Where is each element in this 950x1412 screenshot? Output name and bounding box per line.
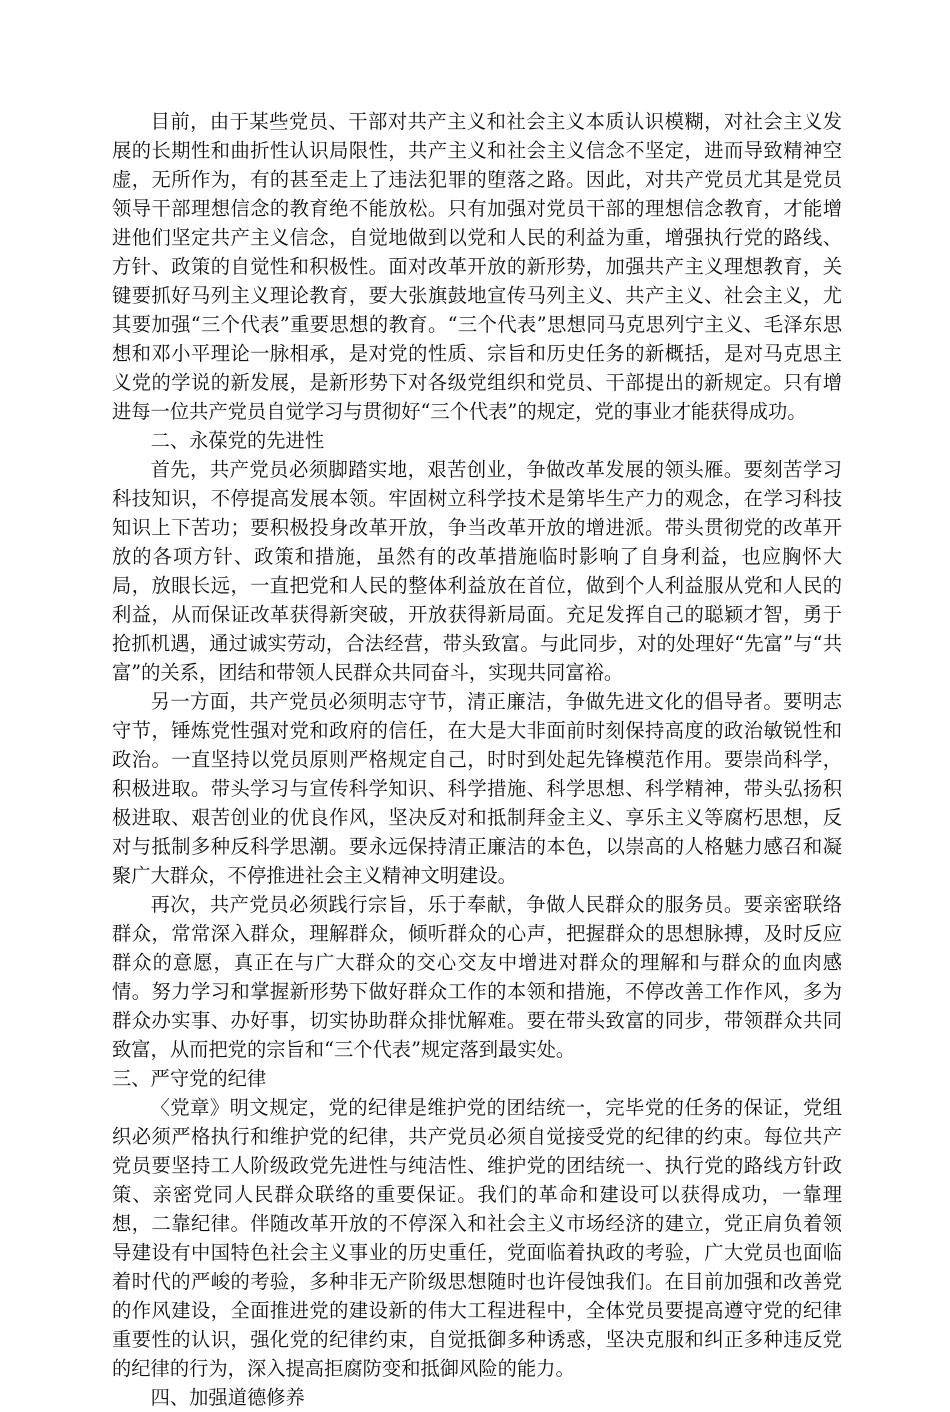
document-body bbox=[112, 107, 842, 1412]
section-heading-2: 二、永葆党的先进性 bbox=[150, 429, 325, 452]
paragraph-third: 再次，共产党员必须践行宗旨，乐于奉献，争做人民群众的服务员。要亲密联络群众，常常深入群众，理解群众，倾听群众的心声，把握群众的思想脉搏，及时反应群众的意愿，真正在与广大群众的交心交友中增进对群众的理解和与群众的血肉感情。努力学习和掌握新形势下做好群众工作的本领和措施，不停改善工作作风，多为群众办实事、办好事，切实协助群众排忧解难。要在带头致富的同步，带领群众共同致富，从而把党的宗旨和“三个代表”规定落到最实处。 bbox=[112, 893, 842, 1061]
paragraph-first: 首先，共产党员必须脚踏实地，艰苦创业，争做改革发展的领头雁。要刻苦学习科技知识，不停提高发展本领。牢固树立科学技术是第毕生产力的观念，在学习科技知识上下苦功；要积极投身改革开放，争当改革开放的增进派。带头贯彻党的改革开放的各项方针、政策和措施，虽然有的改革措施临时影响了自身利益，也应胸怀大局，放眼长远，一直把党和人民的整体利益放在首位，做到个人利益服从党和人民的利益，从而保证改革获得新突破，开放获得新局面。充足发挥自己的聪颖才智，勇于抢抓机遇，通过诚实劳动，合法经营，带头致富。与此同步，对的处理好“先富”与“共富”的关系，团结和带领人民群众共同奋斗，实现共同富裕。 bbox=[112, 458, 842, 684]
section-heading-3: 三、严守党的纪律 bbox=[112, 1067, 267, 1090]
section-heading-4: 四、加强道德修养 bbox=[150, 1386, 305, 1409]
paragraph-ideals: 目前，由于某些党员、干部对共产主义和社会主义本质认识模糊，对社会主义发展的长期性和曲折性认识局限性，共产主义和社会主义信念不坚定，进而导致精神空虚，无所作为，有的甚至走上了违法犯罪的堕落之路。因此，对共产党员尤其是党员领导干部理想信念的教育绝不能放松。只有加强对党员干部的理想信念教育，才能增进他们坚定共产主义信念，自觉地做到以党和人民的利益为重，增强执行党的路线、方针、政策的自觉性和积极性。面对改革开放的新形势，加强共产主义理想教育，关键要抓好马列主义理论教育，要大张旗鼓地宣传马列主义、共产主义、社会主义，尤其要加强“三个代表”重要思想的教育。“三个代表”思想同马克思列宁主义、毛泽东思想和邓小平理论一脉相承，是对党的性质、宗旨和历史任务的新概括，是对马克思主义党的学说的新发展，是新形势下对各级党组织和党员、干部提出的新规定。只有增进每一位共产党员自觉学习与贯彻好“三个代表”的规定，党的事业才能获得成功。 bbox=[112, 110, 842, 423]
paragraph-discipline: 〈党章》明文规定，党的纪律是维护党的团结统一，完毕党的任务的保证，党组织必须严格执行和维护党的纪律，共产党员必须自觉接受党的纪律的约束。每位共产党员要坚持工人阶级政党先进性与纯洁性、维护党的团结统一、执行党的路线方针政策、亲密党同人民群众联络的重要保证。我们的革命和建设可以获得成功，一靠理想，二靠纪律。伴随改革开放的不停深入和社会主义市场经济的建立，党正肩负着领导建设有中国特色社会主义事业的历史重任，党面临着执政的考验，广大党员也面临着时代的严峻的考验，多种非无产阶级思想随时也许侵蚀我们。在目前加强和改善党的作风建设，全面推进党的建设新的伟大工程进程中，全体党员要提高遵守党的纪律重要性的认识，强化党的纪律约束，自觉抵御多种诱惑，坚决克服和纠正多种违反党的纪律的行为，深入提高拒腐防变和抵御风险的能力。 bbox=[112, 1096, 842, 1380]
paragraph-second: 另一方面，共产党员必须明志守节，清正廉洁，争做先进文化的倡导者。要明志守节，锤炼党性强对党和政府的信任，在大是大非面前时刻保持高度的政治敏锐性和政治。一直坚持以党员原则严格规定自己，时时到处起先锋模范作用。要崇尚科学，积极进取。带头学习与宣传科学知识、科学措施、科学思想、科学精神，带头弘扬积极进取、艰苦创业的优良作风，坚决反对和抵制拜金主义、享乐主义等腐朽思想，反对与抵制多种反科学思潮。要永远保持清正廉洁的本色，以崇高的人格魅力感召和凝聚广大群众，不停推进社会主义精神文明建设。 bbox=[112, 690, 842, 887]
